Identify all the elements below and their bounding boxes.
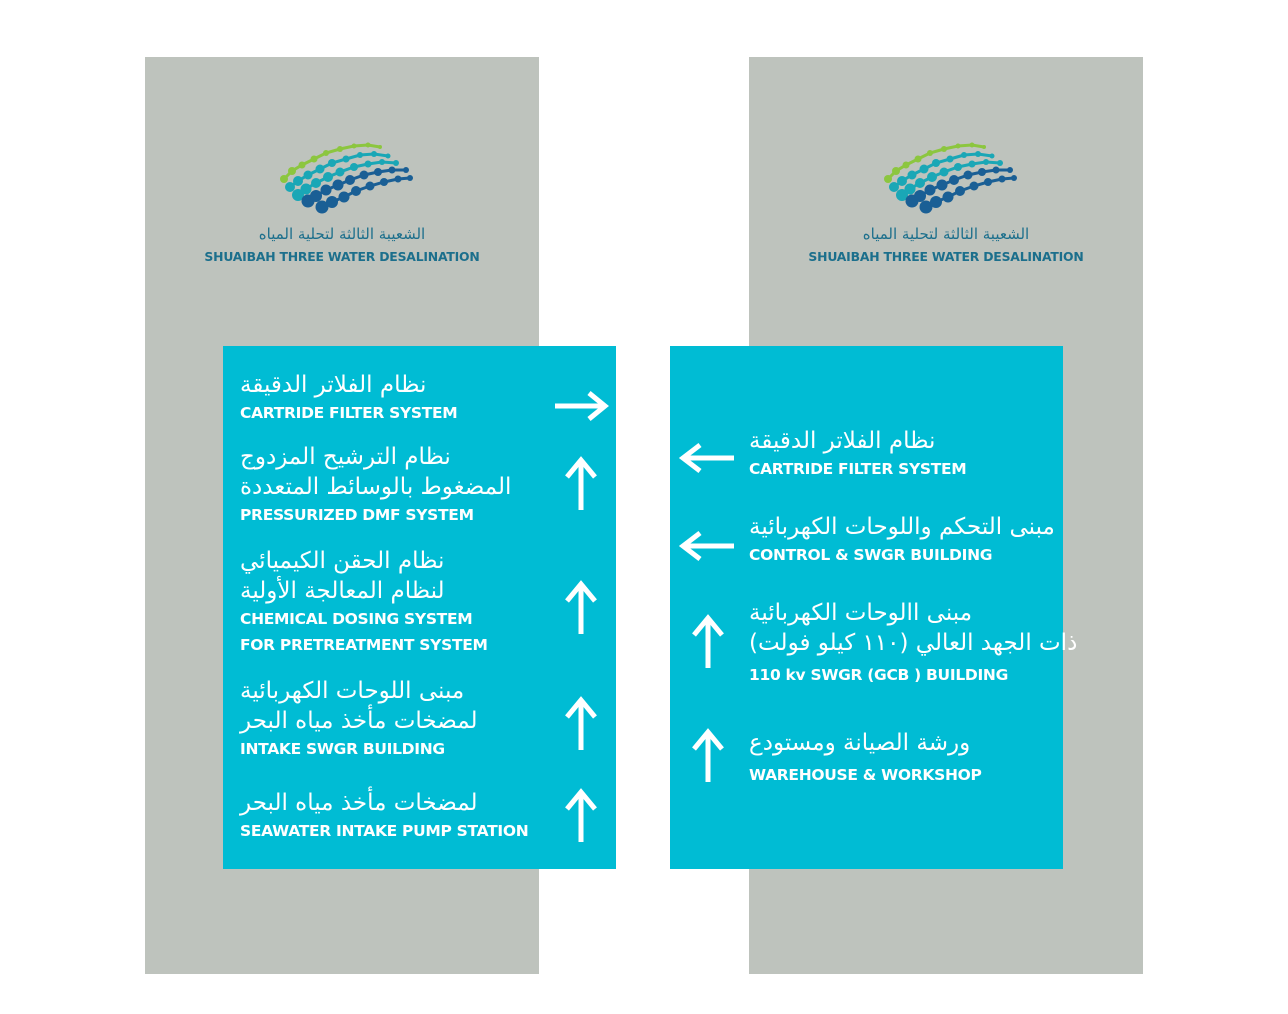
logo-droplet: [1007, 167, 1013, 173]
logo-droplet: [345, 175, 355, 185]
arrow-up-icon: [563, 580, 599, 636]
logo-droplet: [884, 175, 892, 183]
entry-arabic-label: ورشة الصيانة ومستودع: [749, 730, 971, 756]
logo-wave-line: [912, 170, 1010, 201]
logo-droplet: [970, 143, 975, 148]
logo-droplet: [1011, 175, 1017, 181]
logo-wave-line: [308, 170, 406, 201]
entry-english-label: CONTROL & SWGR BUILDING: [749, 546, 993, 564]
logo-droplet: [969, 161, 976, 168]
logo-droplet: [905, 184, 916, 195]
entry-english-label: PRESSURIZED DMF SYSTEM: [240, 506, 474, 524]
logo-droplet: [389, 167, 396, 174]
logo-droplet: [337, 146, 343, 152]
entry-arabic-label: لمضخات مأخذ مياه البحر: [240, 790, 478, 816]
entry-arabic-label: نظام الحقن الكيميائي: [240, 548, 445, 574]
entry-english-label: WAREHOUSE & WORKSHOP: [749, 766, 982, 784]
logo-droplet: [914, 190, 926, 202]
logo-droplet: [352, 144, 357, 149]
logo-droplet: [955, 186, 965, 196]
entry-english-label: SEAWATER INTAKE PUMP STATION: [240, 822, 529, 840]
logo-droplet: [941, 146, 947, 152]
water-droplets-logo-icon: [866, 127, 1026, 217]
logo-droplet: [407, 175, 413, 181]
entry-english-label: 110 kv SWGR (GCB ) BUILDING: [749, 666, 1009, 684]
entry-english-label: INTAKE SWGR BUILDING: [240, 740, 445, 758]
logo-droplet: [380, 178, 388, 186]
logo-droplet: [920, 165, 929, 174]
logo-arabic-name: الشعيبة الثالثة لتحلية المياه: [258, 225, 426, 243]
entry-arabic-label: مبنى التحكم واللوحات الكهربائية: [749, 514, 1055, 540]
logo-droplet: [299, 162, 306, 169]
logo-droplet: [293, 176, 303, 186]
logo-droplet: [984, 178, 992, 186]
logo-droplet: [897, 176, 907, 186]
logo-droplet: [915, 178, 925, 188]
entry-english-label: CARTRIDE FILTER SYSTEM: [240, 404, 458, 422]
logo-droplet: [932, 159, 940, 167]
logo-droplet: [304, 171, 313, 180]
logo-droplet: [927, 150, 933, 156]
logo-english-name: SHUAIBAH THREE WATER DESALINATION: [808, 249, 1084, 264]
logo-droplet: [323, 172, 333, 182]
arrow-right-icon: [553, 390, 609, 422]
logo-droplet: [374, 168, 382, 176]
logo-droplet: [316, 165, 325, 174]
logo-droplet: [997, 160, 1003, 166]
logo-droplet: [351, 186, 361, 196]
logo-droplet: [371, 151, 377, 157]
logo-droplet: [892, 167, 900, 175]
company-logo: [749, 127, 1143, 264]
entry-arabic-label: نظام الفلاتر الدقيقة: [749, 428, 936, 454]
logo-droplet: [954, 163, 962, 171]
logo-droplet: [321, 185, 332, 196]
logo-droplet: [326, 196, 338, 208]
entry-arabic-label: المضغوط بالوسائط المتعددة: [240, 474, 512, 500]
logo-droplet: [323, 150, 329, 156]
right-directory-panel: [670, 346, 1078, 869]
logo-droplet: [366, 182, 375, 191]
arrow-up-icon: [690, 728, 726, 784]
logo-droplet: [970, 182, 979, 191]
logo-droplet: [908, 171, 917, 180]
logo-droplet: [999, 176, 1006, 183]
arrow-up-icon: [563, 456, 599, 512]
entry-arabic-label: نظام الفلاتر الدقيقة: [240, 372, 427, 398]
arrow-up-icon: [690, 614, 726, 670]
logo-droplet: [386, 154, 391, 159]
logo-droplet: [915, 156, 922, 163]
arrow-left-icon: [678, 442, 736, 474]
logo-arabic-name: الشعيبة الثالثة لتحلية المياه: [862, 225, 1030, 243]
logo-droplet: [990, 154, 995, 159]
entry-arabic-label: مبنى االوحات الكهربائية: [749, 600, 973, 626]
logo-droplet: [360, 171, 369, 180]
logo-droplet: [333, 180, 344, 191]
logo-droplet: [937, 180, 948, 191]
logo-droplet: [328, 159, 336, 167]
logo-droplet: [350, 163, 358, 171]
water-droplets-logo-icon: [262, 127, 422, 217]
logo-droplet: [949, 175, 959, 185]
logo-droplet: [889, 182, 899, 192]
logo-droplet: [301, 184, 312, 195]
logo-droplet: [378, 145, 382, 149]
entry-arabic-label: ذات الجهد العالي (١١٠ كيلو فولت): [749, 630, 1078, 656]
logo-droplet: [940, 168, 949, 177]
logo-droplet: [339, 192, 350, 203]
logo-droplet: [393, 160, 399, 166]
logo-droplet: [925, 185, 936, 196]
logo-droplet: [961, 152, 967, 158]
entry-arabic-label: نظام الترشيح المزدوج: [240, 444, 451, 470]
logo-droplet: [903, 162, 910, 169]
logo-droplet: [930, 196, 942, 208]
logo-droplet: [983, 159, 989, 165]
logo-droplet: [366, 143, 371, 148]
logo-droplet: [311, 178, 321, 188]
company-logo: [145, 127, 539, 264]
logo-droplet: [310, 190, 322, 202]
logo-droplet: [357, 152, 363, 158]
logo-droplet: [285, 182, 295, 192]
arrow-up-icon: [563, 788, 599, 844]
logo-droplet: [982, 145, 986, 149]
logo-droplet: [975, 151, 981, 157]
logo-droplet: [403, 167, 409, 173]
logo-english-name: SHUAIBAH THREE WATER DESALINATION: [204, 249, 480, 264]
entry-arabic-label: مبنى اللوحات الكهربائية: [240, 678, 465, 704]
logo-droplet: [379, 159, 385, 165]
logo-droplet: [943, 192, 954, 203]
arrow-up-icon: [563, 696, 599, 752]
logo-droplet: [956, 144, 961, 149]
left-directory-panel: [223, 346, 616, 869]
entry-arabic-label: لمضخات مأخذ مياه البحر: [240, 708, 478, 734]
logo-droplet: [280, 175, 288, 183]
logo-droplet: [395, 176, 402, 183]
logo-droplet: [288, 167, 296, 175]
entry-english-label: FOR PRETREATMENT SYSTEM: [240, 636, 488, 654]
logo-droplet: [927, 172, 937, 182]
arrow-left-icon: [678, 530, 736, 562]
logo-droplet: [336, 168, 345, 177]
entry-english-label: CARTRIDE FILTER SYSTEM: [749, 460, 967, 478]
logo-droplet: [947, 156, 954, 163]
logo-droplet: [311, 156, 318, 163]
logo-droplet: [365, 161, 372, 168]
logo-droplet: [964, 171, 973, 180]
logo-droplet: [993, 167, 1000, 174]
logo-droplet: [343, 156, 350, 163]
entry-english-label: CHEMICAL DOSING SYSTEM: [240, 610, 473, 628]
logo-droplet: [978, 168, 986, 176]
entry-arabic-label: لنظام المعالجة الأولية: [240, 578, 445, 604]
